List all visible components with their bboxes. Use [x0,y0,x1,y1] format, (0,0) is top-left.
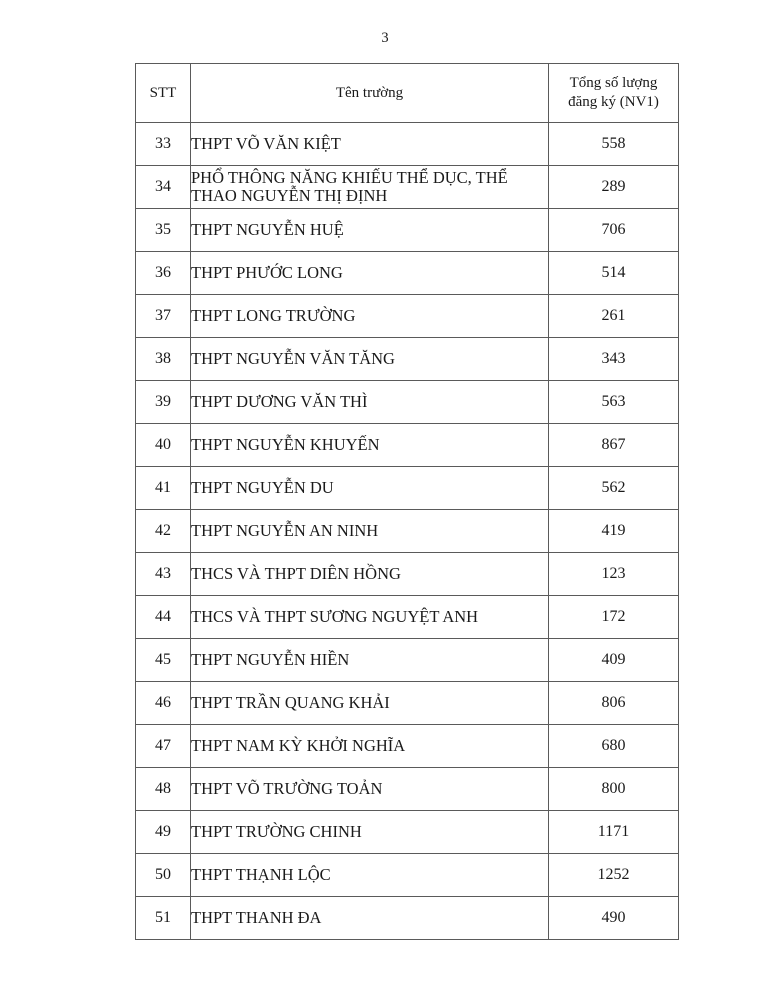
cell-total-registrations: 409 [549,639,679,682]
cell-school-name [191,510,549,553]
cell-school-name [191,768,549,811]
cell-stt: 51 [136,897,191,940]
column-header-total-registrations-line1: Tổng số lượng [569,75,658,92]
cell-stt: 50 [136,854,191,897]
cell-stt: 35 [136,209,191,252]
cell-school-name-line1: THPT LONG TRƯỜNG [191,305,356,325]
cell-school-name-line1: THCS VÀ THPT DIÊN HỒNG [191,563,401,583]
cell-stt: 43 [136,553,191,596]
cell-school-name-line1: THPT NGUYỄN AN NINH [191,520,379,540]
registration-table [135,63,679,940]
cell-total-registrations: 562 [549,467,679,510]
cell-school-name-line1: THPT NGUYỄN VĂN TĂNG [191,348,395,368]
cell-school-name-line1: THPT NGUYỄN DU [191,477,334,497]
column-header-stt: STT [136,64,191,123]
cell-school-name [191,467,549,510]
cell-total-registrations: 172 [549,596,679,639]
cell-stt: 41 [136,467,191,510]
cell-school-name-line1: THCS VÀ THPT SƯƠNG NGUYỆT ANH [191,606,479,626]
cell-school-name [191,725,549,768]
cell-total-registrations: 867 [549,424,679,467]
cell-school-name [191,295,549,338]
cell-total-registrations: 289 [549,166,679,209]
cell-total-registrations: 419 [549,510,679,553]
cell-school-name [191,553,549,596]
table-header [136,64,679,123]
cell-school-name [191,166,549,209]
cell-total-registrations: 800 [549,768,679,811]
cell-stt: 39 [136,381,191,424]
table-row [136,467,679,510]
cell-total-registrations: 680 [549,725,679,768]
table-row [136,768,679,811]
table-row [136,381,679,424]
cell-stt: 37 [136,295,191,338]
table-row [136,553,679,596]
table-body [136,123,679,940]
page-number: 3 [381,30,389,46]
cell-school-name [191,424,549,467]
table-header-row [136,64,679,123]
table-row [136,166,679,209]
cell-school-name [191,381,549,424]
cell-school-name-line1: THPT TRƯỜNG CHINH [191,821,362,841]
cell-total-registrations: 261 [549,295,679,338]
table-row [136,682,679,725]
cell-stt: 42 [136,510,191,553]
cell-stt: 46 [136,682,191,725]
cell-total-registrations: 343 [549,338,679,381]
table-row [136,811,679,854]
column-header-school-name: Tên trường [191,64,549,123]
table-row [136,295,679,338]
column-header-total-registrations [549,64,679,123]
table-row [136,338,679,381]
cell-school-name [191,209,549,252]
cell-total-registrations: 490 [549,897,679,940]
registration-table-container [135,63,678,940]
cell-total-registrations: 806 [549,682,679,725]
cell-school-name-line1: THPT NGUYỄN HUỆ [191,219,344,239]
cell-school-name [191,596,549,639]
cell-stt: 38 [136,338,191,381]
cell-school-name-line1: THPT NGUYỄN HIỀN [191,649,350,669]
table-row [136,209,679,252]
cell-stt: 36 [136,252,191,295]
cell-total-registrations: 1171 [549,811,679,854]
table-row [136,897,679,940]
cell-school-name-line1: THPT TRẦN QUANG KHẢI [191,692,390,712]
cell-total-registrations: 514 [549,252,679,295]
cell-school-name [191,123,549,166]
cell-school-name [191,811,549,854]
cell-school-name-line1: THPT VÕ VĂN KIỆT [191,133,341,153]
cell-school-name [191,338,549,381]
cell-school-name-line1: THPT VÕ TRƯỜNG TOẢN [191,778,383,798]
cell-total-registrations: 123 [549,553,679,596]
cell-school-name [191,682,549,725]
cell-school-name [191,252,549,295]
cell-school-name [191,854,549,897]
table-row [136,725,679,768]
cell-school-name-line1: THPT THẠNH LỘC [191,864,331,884]
cell-total-registrations: 1252 [549,854,679,897]
cell-school-name-line1: THPT DƯƠNG VĂN THÌ [191,391,368,411]
table-row [136,596,679,639]
cell-school-name-line1: THPT NGUYỄN KHUYẾN [191,434,380,454]
table-row [136,123,679,166]
cell-school-name-line2: THAO NGUYỄN THỊ ĐỊNH [191,186,388,205]
cell-total-registrations: 706 [549,209,679,252]
cell-school-name-line1: THPT PHƯỚC LONG [191,262,343,282]
cell-stt: 49 [136,811,191,854]
table-row [136,639,679,682]
table-row [136,424,679,467]
cell-stt: 44 [136,596,191,639]
cell-school-name [191,897,549,940]
column-header-total-registrations-line2: đăng ký (NV1) [568,94,659,110]
cell-school-name-line1: THPT NAM KỲ KHỞI NGHĨA [191,735,406,755]
table-row [136,854,679,897]
cell-stt: 40 [136,424,191,467]
cell-school-name-line1: PHỔ THÔNG NĂNG KHIẾU THỂ DỤC, THỂ [191,167,508,187]
cell-total-registrations: 558 [549,123,679,166]
cell-total-registrations: 563 [549,381,679,424]
table-row [136,510,679,553]
cell-stt: 47 [136,725,191,768]
cell-stt: 45 [136,639,191,682]
cell-stt: 33 [136,123,191,166]
cell-school-name-line1: THPT THANH ĐA [191,907,322,927]
cell-stt: 34 [136,166,191,209]
cell-school-name [191,639,549,682]
cell-stt: 48 [136,768,191,811]
table-row [136,252,679,295]
